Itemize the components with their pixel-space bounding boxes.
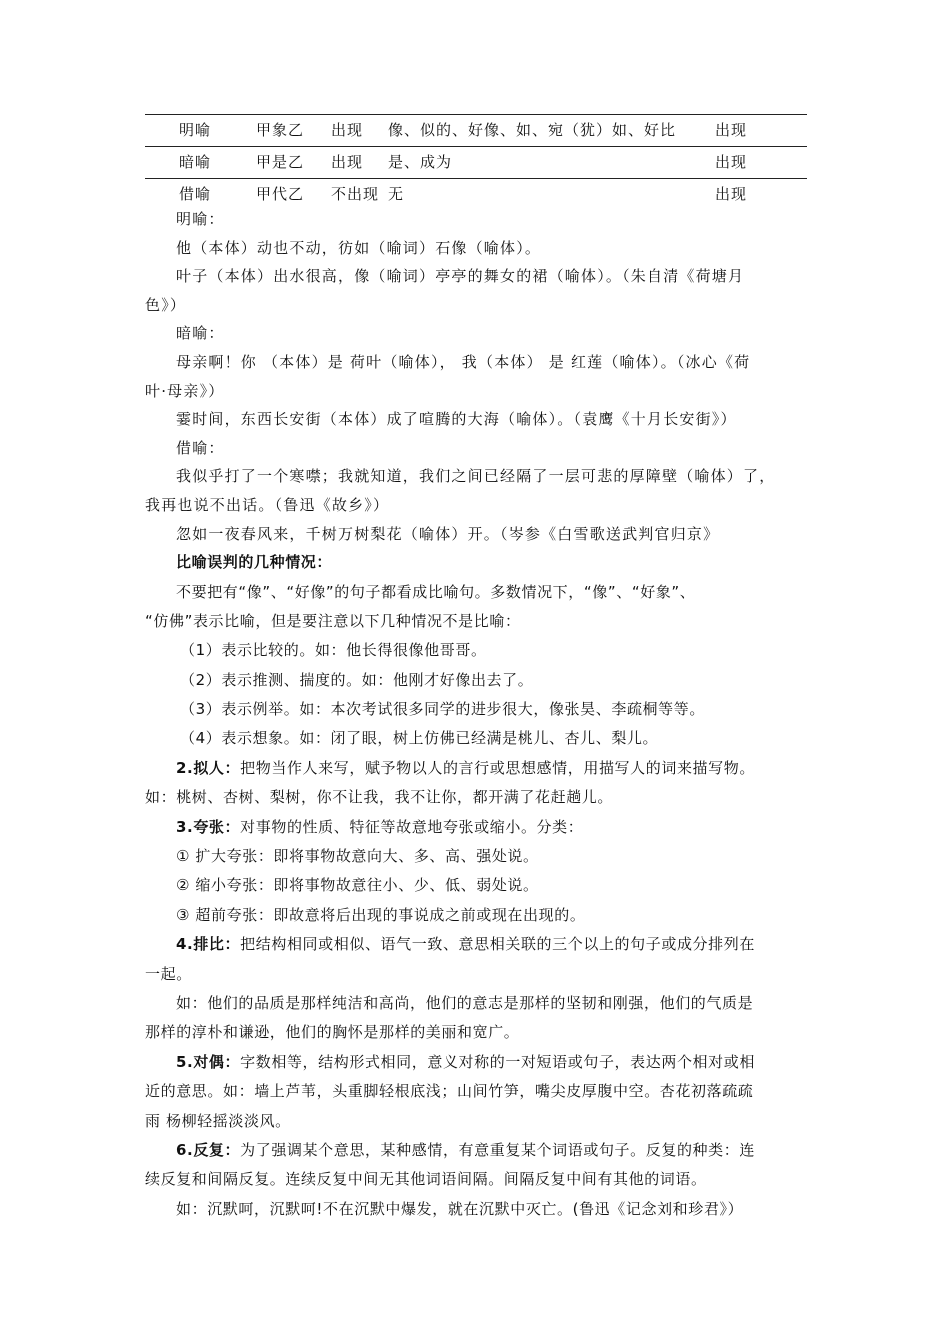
list-item: ② 缩小夸张：即将事物故意往小、少、低、弱处说。 (176, 876, 539, 895)
example-line: 叶子（本体）出水很高，像（喻词）亭亭的舞女的裙（喻体）。（朱自清《荷塘月 (176, 267, 745, 286)
table-cell: 暗喻 (179, 153, 212, 171)
example-line: 我似乎打了一个寒噤；我就知道，我们之间已经隔了一层可悲的厚障壁（喻体）了， (176, 467, 776, 486)
paragraph-line: 如：他们的品质是那样纯洁和高尚，他们的意志是那样的坚韧和刚强，他们的气质是 (176, 993, 754, 1012)
paragraph-text: 把物当作人来写，赋予物以人的言行或思想感情，用描写人的词来描写物。 (240, 758, 755, 777)
example-line: 他（本体）动也不动，彷如（喻词）石像（喻体）。 (176, 238, 542, 257)
paragraph-line: 续反复和间隔反复。连续反复中间无其他词语间隔。间隔反复中间有其他的词语。 (145, 1170, 707, 1189)
paragraph-line: 一起。 (145, 964, 192, 983)
document-body (145, 205, 810, 1224)
table-cell: 出现 (331, 121, 364, 139)
list-item: （2）表示推测、揣度的。如：他刚才好像出去了。 (180, 670, 534, 689)
example-line: 叶·母亲》） (145, 381, 225, 400)
table-cell: 甲象乙 (256, 121, 305, 139)
section-heading-simile: 明喻： (176, 210, 225, 228)
section-label-antithesis: 5.对偶： (176, 1052, 241, 1071)
list-item: （1）表示比较的。如：他长得很像他哥哥。 (180, 641, 487, 660)
paragraph-text: 字数相等，结构形式相同，意义对称的一对短语或句子，表达两个相对或相 (240, 1052, 755, 1071)
table-row (145, 146, 807, 178)
table-cell: 像、似的、好像、如、宛（犹）如、好比 (388, 121, 677, 139)
paragraph-text: 为了强调某个意思，某种感情，有意重复某个词语或句子。反复的种类：连 (240, 1140, 755, 1159)
paragraph-line: 如：沉默呵，沉默呵!不在沉默中爆发，就在沉默中灭亡。(鲁迅《记念刘和珍君》） (176, 1199, 744, 1218)
section-heading-metonymy: 借喻： (176, 438, 225, 457)
example-line: 母亲啊！你 （本体）是 荷叶（喻体）， 我（本体） 是 红莲（喻体）。（冰心《荷 (176, 352, 751, 371)
table-row (145, 114, 807, 146)
table-cell: 明喻 (179, 121, 212, 139)
table-cell: 出现 (715, 121, 748, 139)
table-cell: 不出现 (331, 185, 380, 203)
section-label-hyperbole: 3.夸张： (176, 817, 241, 836)
section-heading-misjudge: 比喻误判的几种情况： (176, 553, 333, 572)
paragraph-text: 把结构相同或相似、语气一致、意思相关联的三个以上的句子或成分排列在 (240, 935, 755, 954)
list-item: ③ 超前夸张：即故意将后出现的事说成之前或现在出现的。 (176, 905, 586, 924)
paragraph-line: 近的意思。如：墙上芦苇，头重脚轻根底浅；山间竹笋，嘴尖皮厚腹中空。杏花初落疏疏 (145, 1082, 754, 1101)
section-label-personification: 2.拟人： (176, 758, 241, 777)
section-label-parallelism: 4.排比： (176, 935, 241, 954)
paragraph-line: 不要把有“像”、“好像”的句子都看成比喻句。多数情况下，“像”、“好象”、 (176, 582, 696, 601)
figure-of-speech-table (145, 114, 807, 210)
list-item: ① 扩大夸张：即将事物故意向大、多、高、强处说。 (176, 847, 539, 866)
paragraph-line (145, 1048, 810, 1077)
example-line: 色》） (145, 295, 187, 314)
list-item: （4）表示想象。如：闭了眼，树上仿佛已经满是桃儿、杏儿、梨儿。 (180, 729, 659, 748)
paragraph-line (145, 813, 810, 842)
example-line: 忽如一夜春风来，千树万树梨花（喻体）开。（岑参《白雪歌送武判官归京》 (176, 524, 720, 543)
paragraph-text: 对事物的性质、特征等故意地夸张或缩小。分类： (240, 817, 584, 836)
example-line: 我再也说不出话。（鲁迅《故乡》） (145, 495, 390, 514)
section-label-repetition: 6.反复： (176, 1140, 241, 1159)
table-cell: 甲是乙 (256, 153, 305, 171)
paragraph-line (145, 1136, 810, 1165)
paragraph-line: 那样的淳朴和谦逊，他们的胸怀是那样的美丽和宽广。 (145, 1023, 520, 1042)
paragraph-line: 如：桃树、杏树、梨树，你不让我，我不让你，都开满了花赶趟儿。 (145, 788, 614, 807)
table-cell: 甲代乙 (256, 185, 305, 203)
table-cell: 出现 (715, 153, 748, 171)
section-heading-metaphor: 暗喻： (176, 324, 225, 343)
table-cell: 借喻 (179, 185, 212, 203)
paragraph-line: 雨 杨柳轻摇淡淡风。 (145, 1111, 291, 1130)
paragraph-line: “仿佛”表示比喻，但是要注意以下几种情况不是比喻： (145, 611, 521, 630)
table-cell: 无 (388, 185, 405, 203)
paragraph-line (145, 754, 810, 783)
table-cell: 出现 (331, 153, 364, 171)
table-cell: 出现 (715, 185, 748, 203)
example-line: 霎时间，东西长安街（本体）成了喧腾的大海（喻体）。（袁鹰《十月长安街》） (176, 410, 737, 429)
list-item: （3）表示例举。如：本次考试很多同学的进步很大，像张昊、李疏桐等等。 (180, 700, 705, 719)
paragraph-line (145, 930, 810, 959)
table-cell: 是、成为 (388, 153, 453, 171)
